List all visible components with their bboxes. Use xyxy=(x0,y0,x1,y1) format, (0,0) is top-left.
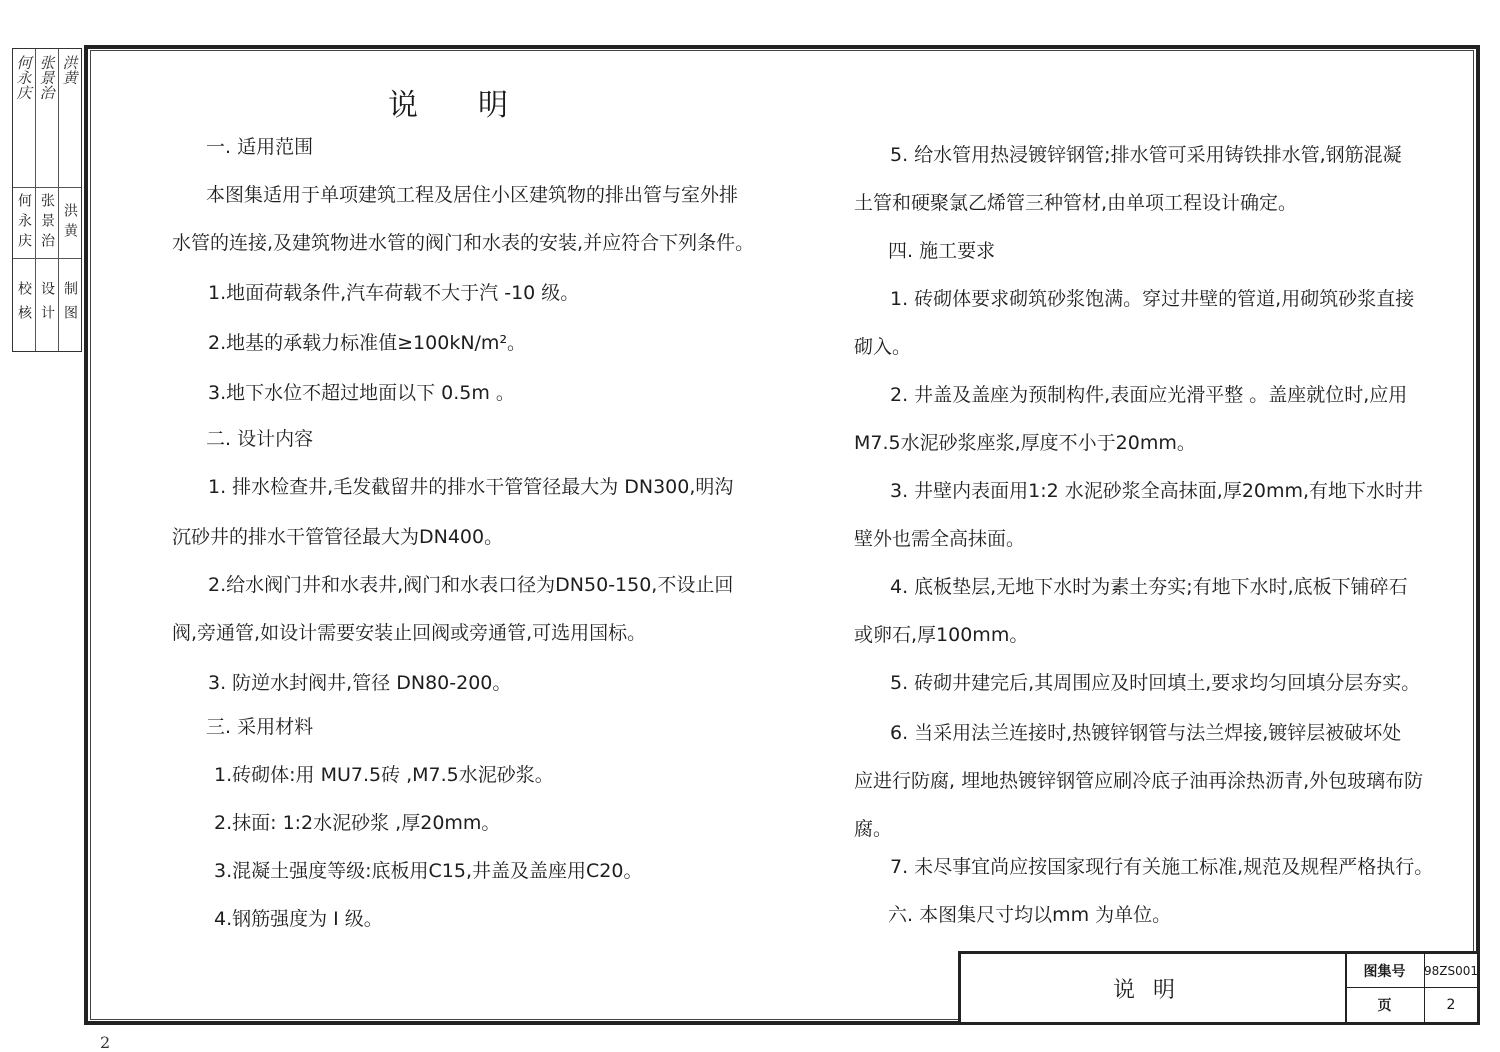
text-line: 1. 排水检查井,毛发截留井的排水干管管径最大为 DN300,明沟 xyxy=(208,476,734,498)
text-line: 1.地面荷载条件,汽车荷载不大于汽 -10 级。 xyxy=(208,282,580,304)
signature-handwriting: 张景治 xyxy=(37,55,56,100)
signature-strip xyxy=(12,48,82,352)
text-line: 壁外也需全高抹面。 xyxy=(854,528,1026,550)
text-line: 6. 当采用法兰连接时,热镀锌钢管与法兰焊接,镀锌层被破坏处 xyxy=(890,722,1402,744)
signature-role: 校核 xyxy=(13,258,35,351)
signature-column-drawing xyxy=(59,49,81,351)
text-line: 5. 给水管用热浸镀锌钢管;排水管可采用铸铁排水管,钢筋混凝 xyxy=(890,144,1402,166)
text-line: 3. 防逆水封阀井,管径 DN80-200。 xyxy=(208,672,512,694)
signature-column-design xyxy=(36,49,59,351)
text-line: 3. 井壁内表面用1:2 水泥砂浆全高抹面,厚20mm,有地下水时井 xyxy=(890,480,1424,502)
text-line: 1. 砖砌体要求砌筑砂浆饱满。穿过井壁的管道,用砌筑砂浆直接 xyxy=(890,288,1415,310)
document-title: 说明 xyxy=(388,88,568,123)
text-line: 砌入。 xyxy=(854,336,912,358)
signature-handwriting: 何永庆 xyxy=(14,55,33,100)
text-line: 本图集适用于单项建筑工程及居住小区建筑物的排出管与室外排 xyxy=(206,184,739,206)
text-line: 沉砂井的排水干管管径最大为DN400。 xyxy=(172,526,504,548)
signature-role: 设计 xyxy=(36,258,58,351)
atlas-number-label: 图集号 xyxy=(1345,954,1425,988)
signature-name: 何永庆 xyxy=(13,187,35,258)
text-line: 7. 未尽事宜尚应按国家现行有关施工标准,规范及规程严格执行。 xyxy=(890,856,1434,878)
text-line: 2. 井盖及盖座为预制构件,表面应光滑平整 。盖座就位时,应用 xyxy=(890,384,1408,406)
signature-column-check xyxy=(13,49,36,351)
text-line: 3.混凝土强度等级:底板用C15,井盖及盖座用C20。 xyxy=(214,860,643,882)
section-heading: 一. 适用范围 xyxy=(206,136,314,158)
text-line: 腐。 xyxy=(854,818,893,840)
text-line: 水管的连接,及建筑物进水管的阀门和水表的安装,并应符合下列条件。 xyxy=(172,232,755,254)
text-line: 3.地下水位不超过地面以下 0.5m 。 xyxy=(208,382,515,404)
page-label: 页 xyxy=(1345,988,1425,1022)
title-block xyxy=(958,951,1480,1025)
signature-role: 制图 xyxy=(59,258,81,351)
signature-name: 张景治 xyxy=(36,187,58,258)
text-line: 4. 底板垫层,无地下水时为素土夯实;有地下水时,底板下铺碎石 xyxy=(890,576,1408,598)
text-line: 应进行防腐, 埋地热镀锌钢管应刷冷底子油再涂热沥青,外包玻璃布防 xyxy=(854,770,1424,792)
section-heading: 二. 设计内容 xyxy=(206,428,314,450)
page-number: 2 xyxy=(100,1033,111,1052)
section-heading: 四. 施工要求 xyxy=(888,240,996,262)
signature-handwriting: 洪黄 xyxy=(60,55,79,85)
section-heading: 三. 采用材料 xyxy=(206,716,314,738)
title-block-title: 说明 xyxy=(961,954,1347,1022)
text-line: 2.地基的承载力标准值≥100kN/m²。 xyxy=(208,332,527,354)
text-line: 阀,旁通管,如设计需要安装止回阀或旁通管,可选用国标。 xyxy=(172,622,647,644)
text-line: 土管和硬聚氯乙烯管三种管材,由单项工程设计确定。 xyxy=(854,192,1298,214)
text-line: 或卵石,厚100mm。 xyxy=(854,624,1029,646)
page-value: 2 xyxy=(1446,997,1456,1013)
text-line: 4.钢筋强度为 I 级。 xyxy=(214,908,383,930)
atlas-number-value: 98ZS001 xyxy=(1425,954,1477,988)
text-line: M7.5水泥砂浆座浆,厚度不小于20mm。 xyxy=(854,432,1196,454)
section-heading: 六. 本图集尺寸均以mm 为单位。 xyxy=(888,904,1172,926)
text-line: 1.砖砌体:用 MU7.5砖 ,M7.5水泥砂浆。 xyxy=(214,764,554,786)
text-line: 2.给水阀门井和水表井,阀门和水表口径为DN50-150,不设止回 xyxy=(208,574,734,596)
signature-name: 洪黄 xyxy=(59,187,81,258)
text-line: 5. 砖砌井建完后,其周围应及时回填土,要求均匀回填分层夯实。 xyxy=(890,672,1421,694)
text-line: 2.抹面: 1:2水泥砂浆 ,厚20mm。 xyxy=(214,812,501,834)
